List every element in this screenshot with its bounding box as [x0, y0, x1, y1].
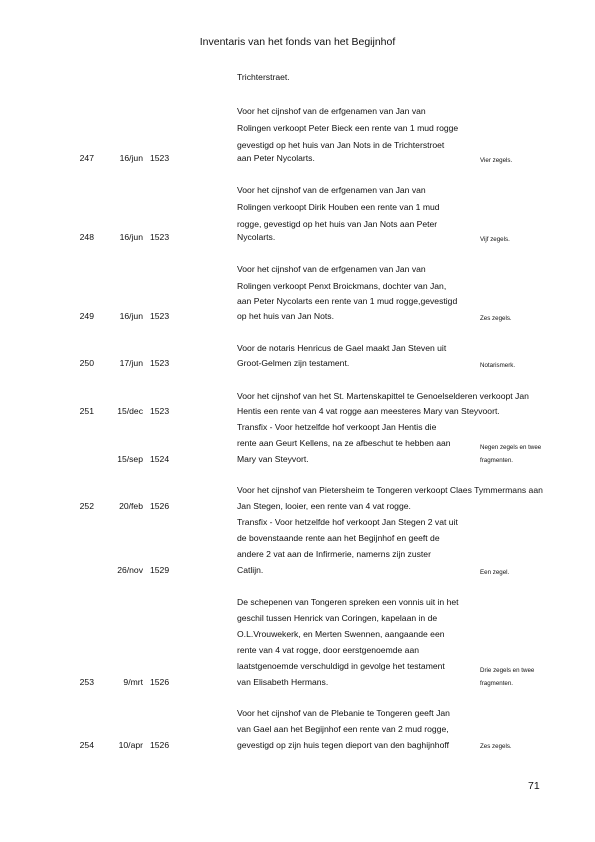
entry-note: Drie zegels en twee — [480, 667, 535, 674]
entry-number: 252 — [79, 501, 94, 511]
entry-text-line: Catlijn. — [237, 565, 264, 575]
page-title: Inventaris van het fonds van het Begijnhof — [199, 36, 396, 48]
entry-number: 253 — [79, 677, 94, 687]
entry-text-line: Voor de notaris Henricus de Gael maakt Jan Steven uit — [237, 343, 447, 353]
entry-number: 251 — [79, 406, 94, 416]
entry-text-line: Jan Stegen, looier, een rente van 4 vat rogge. — [237, 501, 411, 511]
entry-text-line: rente van 4 vat rogge, door eerstgenoemde aan — [237, 645, 420, 655]
entry-note: Vier zegels. — [480, 157, 513, 164]
entry-note: fragmenten. — [480, 457, 514, 464]
entry-text-line: aan Peter Nycolarts. — [237, 153, 315, 163]
entry-date: 16/jun — [119, 311, 143, 321]
entry-text-line: rente aan Geurt Kellens, na ze afbeschut te hebben aan — [237, 438, 451, 448]
entry-text-line: aan Peter Nycolarts een rente van 1 mud rogge,gevestigd — [237, 296, 458, 306]
entry-number: 254 — [79, 740, 94, 750]
entry-text-line: van Gael aan het Begijnhof een rente van 2 mud rogge, — [237, 724, 449, 734]
entry-year: 1526 — [150, 740, 170, 750]
entry-text-line: Voor het cijnshof van het St. Martenskapittel te Genoelselderen verkoopt Jan — [237, 391, 529, 401]
entry-text-line: O.L.Vrouwekerk, en Merten Swennen, aangaande een — [237, 629, 445, 639]
entry-text-line: Voor het cijnshof van de erfgenamen van Jan van — [237, 185, 426, 195]
entry-note: Vijf zegels. — [480, 236, 510, 243]
entry-year: 1523 — [150, 358, 170, 368]
entry-year: 1526 — [150, 501, 170, 511]
entry-text-line: rogge, gevestigd op het huis van Jan Nots aan Peter — [237, 219, 438, 229]
entry-number: 250 — [79, 358, 94, 368]
entry-note: Negen zegels en twee — [480, 444, 542, 451]
entry-text-line: andere 2 vat aan de Infirmerie, namerns zijn zuster — [237, 549, 431, 559]
entry-text-line: laatstgenoemde verschuldigd in gevolge het testament — [237, 661, 445, 671]
entry-text-line: Voor het cijnshof van de Plebanie te Tongeren geeft Jan — [237, 708, 450, 718]
entry-text-line: Rolingen verkoopt Dirik Houben een rente van 1 mud — [237, 202, 440, 212]
entry-text-line: de bovenstaande rente aan het Begijnhof en geeft de — [237, 533, 440, 543]
entry-year: 1523 — [150, 406, 170, 416]
entry-note: Notarismerk. — [480, 362, 516, 369]
entry-note: fragmenten. — [480, 680, 514, 687]
entry-year: 1526 — [150, 677, 170, 687]
entry-text-line: gevestigd op zijn huis tegen dieport van den baghijnhoff — [237, 740, 449, 750]
entry-note: Een zegel. — [480, 569, 510, 576]
entry-text-line: Voor het cijnshof van Pietersheim te Tongeren verkoopt Claes Tymmermans aan — [237, 485, 543, 495]
entry-date: 20/feb — [119, 501, 143, 511]
entry-date: 16/jun — [119, 232, 143, 242]
entry-text-line: Groot-Gelmen zijn testament. — [237, 358, 350, 368]
entry-text-line: Rolingen verkoopt Penxt Broickmans, dochter van Jan, — [237, 281, 447, 291]
entry-transfix-date: 15/sep — [117, 454, 143, 464]
entry-text-line: Voor het cijnshof van de erfgenamen van Jan van — [237, 264, 426, 274]
page-number: 71 — [528, 780, 540, 792]
entry-date: 17/jun — [119, 358, 143, 368]
entry-text-line: Hentis een rente van 4 vat rogge aan meesteres Mary van Steyvoort. — [237, 406, 500, 416]
entry-text-line: Transfix - Voor hetzelfde hof verkoopt Jan Hentis die — [237, 422, 437, 432]
entry-transfix-year: 1529 — [150, 565, 170, 575]
entry-text-line: op het huis van Jan Nots. — [237, 311, 334, 321]
entry-note: Zes zegels. — [480, 743, 512, 750]
entry-year: 1523 — [150, 311, 170, 321]
entry-date: 15/dec — [117, 406, 143, 416]
entry-text-line: Nycolarts. — [237, 232, 276, 242]
continuation-text: Trichterstraet. — [237, 72, 290, 82]
entry-text-line: geschil tussen Henrick van Coringen, kapelaan in de — [237, 613, 438, 623]
entry-number: 247 — [79, 153, 94, 163]
entry-note: Zes zegels. — [480, 315, 512, 322]
entry-text-line: De schepenen van Tongeren spreken een vonnis uit in het — [237, 597, 459, 607]
entry-text-line: gevestigd op het huis van Jan Nots in de Trichterstroet — [237, 140, 445, 150]
entry-number: 249 — [79, 311, 94, 321]
entry-number: 248 — [79, 232, 94, 242]
entry-date: 10/apr — [118, 740, 143, 750]
entry-year: 1523 — [150, 232, 170, 242]
entry-transfix-date: 26/nov — [117, 565, 143, 575]
entry-text-line: Mary van Steyvort. — [237, 454, 309, 464]
entry-transfix-year: 1524 — [150, 454, 170, 464]
entry-text-line: Rolingen verkoopt Peter Bieck een rente van 1 mud rogge — [237, 123, 459, 133]
entry-text-line: Transfix - Voor hetzelfde hof verkoopt Jan Stegen 2 vat uit — [237, 517, 458, 527]
entry-year: 1523 — [150, 153, 170, 163]
entry-date: 16/jun — [119, 153, 143, 163]
entry-text-line: Voor het cijnshof van de erfgenamen van Jan van — [237, 106, 426, 116]
entry-text-line: van Elisabeth Hermans. — [237, 677, 329, 687]
entry-date: 9/mrt — [123, 677, 143, 687]
